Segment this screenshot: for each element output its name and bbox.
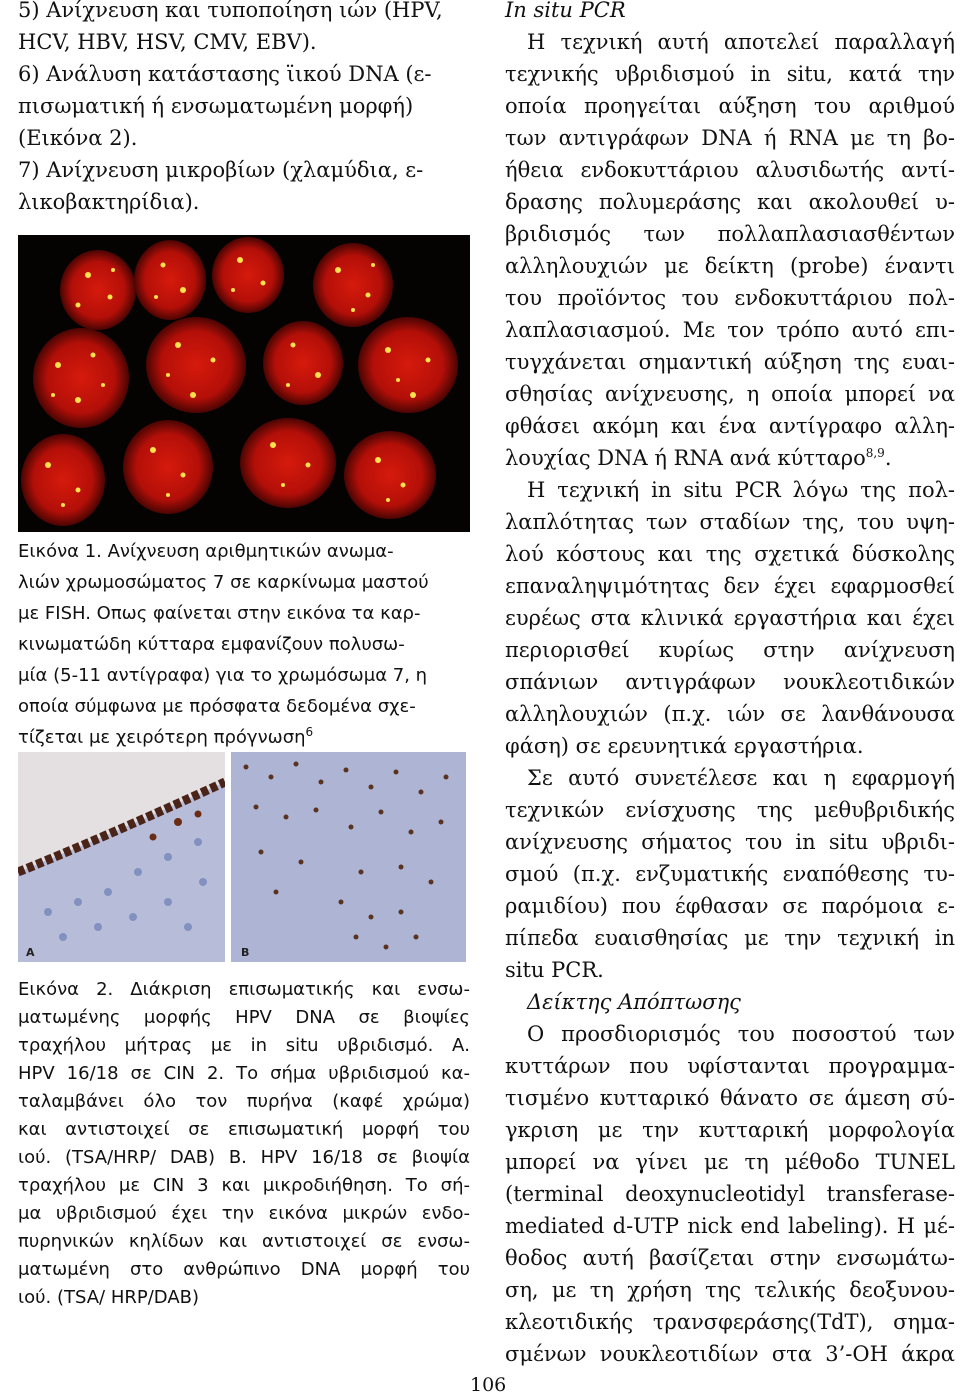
figure-1-caption-line: λιών χρωμοσώματος 7 σε καρκίνωμα μαστού — [18, 572, 429, 593]
paragraph-line: των αντιγράφων DNA ή RNA με τη βο- — [505, 126, 955, 150]
figure-2a-image — [18, 752, 225, 962]
figure-2-caption-line: HPV 16/18 σε CIN 2. Το σήμα υβριδισμού κα- — [18, 1063, 470, 1084]
paragraph-text: λουχίας DNA ή RNA ανά κύτταρο — [505, 446, 866, 470]
list-line: HCV, HBV, HSV, CMV, EBV). — [18, 30, 317, 54]
paragraph-line: Η τεχνική in situ PCR λόγω της πολ- — [527, 478, 955, 502]
figure-1-caption-line: με FISH. Οπως φαίνεται στην εικόνα τα καρ- — [18, 603, 421, 624]
paragraph-line: βριδισμός των πολλαπλασιασθέντων — [505, 222, 955, 246]
figure-1-caption-line: κινωματώδη κύτταρα εμφανίζουν πολυσω- — [18, 634, 405, 655]
paragraph-line: σθησίας ανίχνευσης, η οποία μπορεί να — [505, 382, 955, 406]
figure-2-caption-line: μα υβριδισμού έχει την εικόνα μικρών ενδο- — [18, 1203, 470, 1224]
list-line: (Εικόνα 2). — [18, 126, 138, 150]
paragraph-line: ραμιδίου) που έφθασαν σε παρόμοια ε- — [505, 894, 955, 918]
paragraph-line: ήθεια ενδοκυττάριου αλυσιδωτής αντί- — [505, 158, 955, 182]
paragraph-line: φθάσει ακόμη και ένα αντίγραφο αλλη- — [505, 414, 955, 438]
list-line: πισωματική ή ενσωματωμένη μορφή) — [18, 94, 414, 118]
figure-2-caption-line: τραχήλου μήτρας με in situ υβριδισμό. Α. — [18, 1035, 470, 1056]
paragraph-line: λαπλότητας των σταδίων της, του υψη- — [505, 510, 955, 534]
paragraph-line: δρασης πολυμεράσης και ακολουθεί υ- — [505, 190, 955, 214]
reference-superscript: 8,9 — [865, 446, 885, 460]
paragraph-line: φάση) σε ερευνητικά εργαστήρια. — [505, 734, 864, 758]
list-line: λικοβακτηρίδια). — [18, 190, 200, 214]
figure-1-caption-line: οποία σύμφωνα με πρόσφατα δεδομένα σχε- — [18, 696, 416, 717]
paragraph-line: situ PCR. — [505, 958, 604, 982]
paragraph-line: σπάνιων αντιγράφων νουκλεοτιδικών — [505, 670, 955, 694]
figure-2-caption-line: Εικόνα 2. Διάκριση επισωματικής και ενσω- — [18, 979, 470, 1000]
paragraph-line: (terminal deoxynucleotidyl transferase- — [505, 1182, 955, 1206]
paragraph-line: περιορισθεί κυρίως στην ανίχνευση — [505, 638, 955, 662]
paragraph-line: λαπλασιασμού. Με τον τρόπο αυτό επι- — [505, 318, 955, 342]
list-line: 7) Ανίχνευση μικροβίων (χλαμύδια, ε- — [18, 158, 424, 182]
figure-1-caption-text: τίζεται με χειρότερη πρόγνωση — [18, 727, 306, 748]
paragraph-line: Η τεχνική αυτή αποτελεί παραλλαγή — [527, 30, 955, 54]
paragraph-line: μπορεί να γίνει με τη μέθοδο TUNEL — [505, 1150, 955, 1174]
paragraph-line: πίπεδα ευαισθησίας με την τεχνική in — [505, 926, 955, 950]
fish-nuclei-graphic — [18, 235, 470, 532]
section-heading-apoptosis-index: Δείκτης Απόπτωσης — [527, 990, 741, 1014]
list-line: 6) Ανάλυση κατάστασης ϊικού DNA (ε- — [18, 62, 432, 86]
figure-2-caption-line: ιού. (TSA/HRP/ DAB) B. HPV 16/18 σε βιοψία — [18, 1147, 470, 1168]
paragraph-line: κλεοτιδικής τρανσφεράσης(TdT), σημα- — [505, 1310, 955, 1334]
paragraph-line: λουχίας DNA ή RNA ανά κύτταρο$^{8,9}$. — [505, 446, 892, 470]
list-line: 5) Ανίχνευση και τυποποίηση ιών (HPV, — [18, 0, 443, 22]
figure-1-caption-line: Εικόνα 1. Ανίχνευση αριθμητικών ανωμα- — [18, 541, 394, 562]
figure-1-caption-line — [18, 724, 313, 751]
histology-graphic-b — [231, 752, 466, 962]
paragraph-line: αλληλουχιών με δείκτη (probe) έναντι — [505, 254, 955, 278]
paragraph-line: Σε αυτό συνετέλεσε και η εφαρμογή — [527, 766, 955, 790]
figure-1-caption-line: μία (5-11 αντίγραφα) για το χρωμόσωμα 7, η — [18, 665, 428, 686]
paragraph-line: οποία προηγείται αύξηση του αριθμού — [505, 94, 955, 118]
figure-2-caption-line: ματωμένης μορφής HPV DNA σε βιοψίες — [18, 1007, 470, 1028]
paragraph-line: ανίχνευσης σήματος του in situ υβριδι- — [505, 830, 955, 854]
page-number: 106 — [470, 1374, 507, 1396]
figure-2b-label: B — [241, 946, 250, 959]
section-heading-in-situ-pcr: In situ PCR — [505, 0, 626, 22]
figure-2-caption-line: τραχήλου με CIN 3 και μικροδιήθηση. Το σή- — [18, 1175, 470, 1196]
figure-2-caption-line: και αντιστοιχεί σε επισωματική μορφή του — [18, 1119, 470, 1140]
paragraph-line: mediated d-UTP nick end labeling). Η μέ- — [505, 1214, 955, 1238]
figure-2-caption-line: ματωμένη στο ανθρώπινο DNA μορφή του — [18, 1259, 470, 1280]
figure-1-reference: 6 — [305, 725, 314, 739]
figure-2-caption-line: ιού. (TSA/ HRP/DAB) — [18, 1287, 200, 1308]
figure-2b-image — [231, 752, 466, 962]
paragraph-line: σμού (π.χ. ενζυματικής εναπόθεσης τυ- — [505, 862, 955, 886]
paragraph-line: λού κόστους και της σχετικά δύσκολης — [505, 542, 955, 566]
paragraph-line: τεχνικών ενίσχυσης της μεθυβριδικής — [505, 798, 955, 822]
paragraph-line: θοδος αυτή βασίζεται στην ενσωμάτω- — [505, 1246, 955, 1270]
paragraph-line: σμένων νουκλεοτιδίων στα 3’-ΟΗ άκρα — [505, 1342, 955, 1366]
paragraph-line: του προϊόντος του ενδοκυττάριου πολ- — [505, 286, 955, 310]
paragraph-line: τισμένο κυτταρικό θάνατο σε άμεση σύ- — [505, 1086, 955, 1110]
figure-2-caption-line: πυρηνικών κηλίδων και αντιστοιχεί σε ενσω- — [18, 1231, 470, 1252]
paragraph-line: επαναληψιμότητας δεν έχει εφαρμοσθεί — [505, 574, 955, 598]
figure-1-fish-image — [18, 235, 470, 532]
paragraph-line: γκριση με την κυτταρική μορφολογία — [505, 1118, 955, 1142]
paragraph-line: τεχνικής υβριδισμού in situ, κατά την — [505, 62, 955, 86]
paragraph-line: αλληλουχιών (π.χ. ιών σε λανθάνουσα — [505, 702, 955, 726]
paragraph-line: ση, με τη χρήση της τελικής δεοξυνου- — [505, 1278, 955, 1302]
paragraph-line: Ο προσδιορισμός του ποσοστού των — [527, 1022, 955, 1046]
figure-2-caption-line: ταλαμβάνει όλο τον πυρήνα (καφέ χρώμα) — [18, 1091, 470, 1112]
figure-2a-label: A — [26, 946, 35, 959]
paragraph-line: ευρέως στα κλινικά εργαστήρια και έχει — [505, 606, 955, 630]
paragraph-line: κυττάρων που υφίστανται προγραμμα- — [505, 1054, 955, 1078]
paragraph-line: τυγχάνεται σημαντική αύξηση της ευαι- — [505, 350, 955, 374]
histology-graphic-a — [18, 752, 225, 962]
